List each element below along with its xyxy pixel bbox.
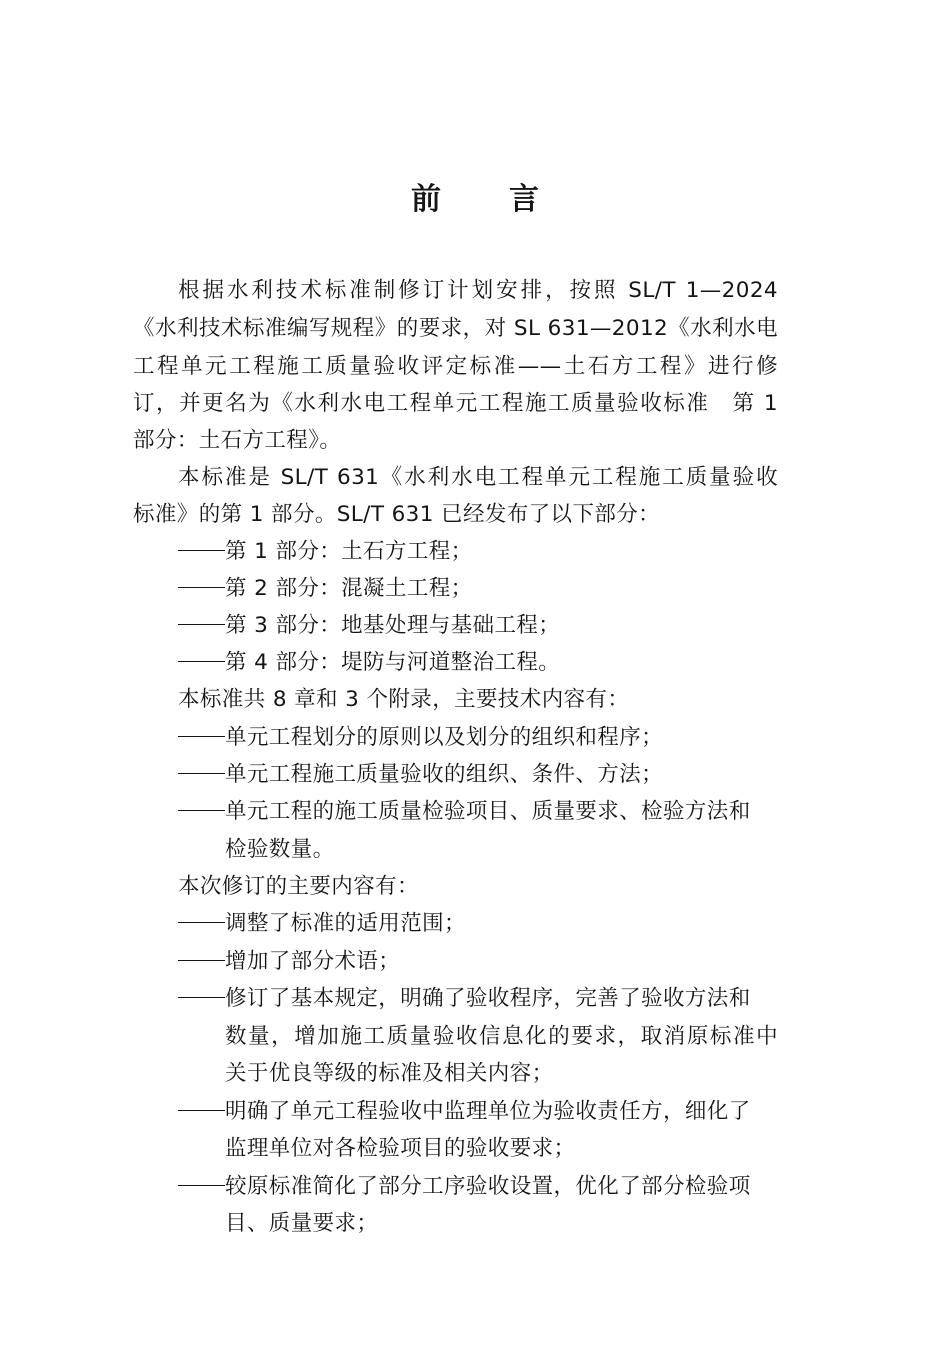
paragraph-2-line: 标准》的第 1 部分。SL/T 631 已经发布了以下部分： [133,502,661,527]
revision-list-item: 明确了单元工程验收中监理单位为验收责任方，细化了 [178,1097,778,1127]
em-dash [178,773,225,775]
revision-list-item: 调整了标准的适用范围； [178,909,778,939]
paragraph-3: 本标准共 8 章和 3 个附录，主要技术内容有： [178,687,630,712]
paragraph-1-line: 部分：土石方工程》。 [133,428,342,453]
content-list-item-continuation: 检验数量。 [225,837,335,862]
paragraph-4: 本次修订的主要内容有： [178,874,419,899]
em-dash [178,550,225,552]
parts-list-item: 第 4 部分：堤防与河道整治工程。 [178,648,778,678]
paragraph-1-line: 工程单元工程施工质量验收评定标准——土石方工程》进行修 [133,354,778,379]
revision-list-item-continuation: 关于优良等级的标准及相关内容； [225,1061,554,1086]
revision-list-item: 较原标准简化了部分工序验收设置，优化了部分检验项 [178,1172,778,1202]
title-char: 前 [411,182,441,217]
em-dash [178,624,225,626]
title-char: 言 [509,182,539,217]
em-dash [178,997,225,999]
em-dash [178,587,225,589]
paragraph-1-line: 《水利技术标准编写规程》的要求，对 SL 631—2012《水利水电 [133,316,778,341]
paragraph-2-line: 本标准是 SL/T 631《水利水电工程单元工程施工质量验收 [178,465,778,490]
parts-list-item: 第 2 部分：混凝土工程； [178,574,778,604]
em-dash [178,736,225,738]
content-list-item: 单元工程划分的原则以及划分的组织和程序； [178,723,778,753]
paragraph-1-line: 订，并更名为《水利水电工程单元工程施工质量验收标准 第 1 [133,391,778,416]
revision-list-item-continuation: 数量，增加施工质量验收信息化的要求，取消原标准中 [225,1024,778,1049]
revision-list-item: 修订了基本规定，明确了验收程序，完善了验收方法和 [178,984,778,1014]
page-title [0,174,950,218]
content-list-item: 单元工程施工质量验收的组织、条件、方法； [178,760,778,790]
em-dash [178,1110,225,1112]
em-dash [178,922,225,924]
em-dash [178,810,225,812]
em-dash [178,661,225,663]
parts-list-item: 第 3 部分：地基处理与基础工程； [178,611,778,641]
revision-list-item-continuation: 监理单位对各检验项目的验收要求； [225,1136,576,1161]
revision-list-item: 增加了部分术语； [178,947,778,977]
paragraph-1-line: 根据水利技术标准制修订计划安排，按照 SL/T 1—2024 [178,278,778,303]
em-dash [178,960,225,962]
parts-list-item: 第 1 部分：土石方工程； [178,537,778,567]
content-list-item: 单元工程的施工质量检验项目、质量要求、检验方法和 [178,797,778,827]
em-dash [178,1185,225,1187]
revision-list-item-continuation: 目、质量要求； [225,1211,379,1236]
